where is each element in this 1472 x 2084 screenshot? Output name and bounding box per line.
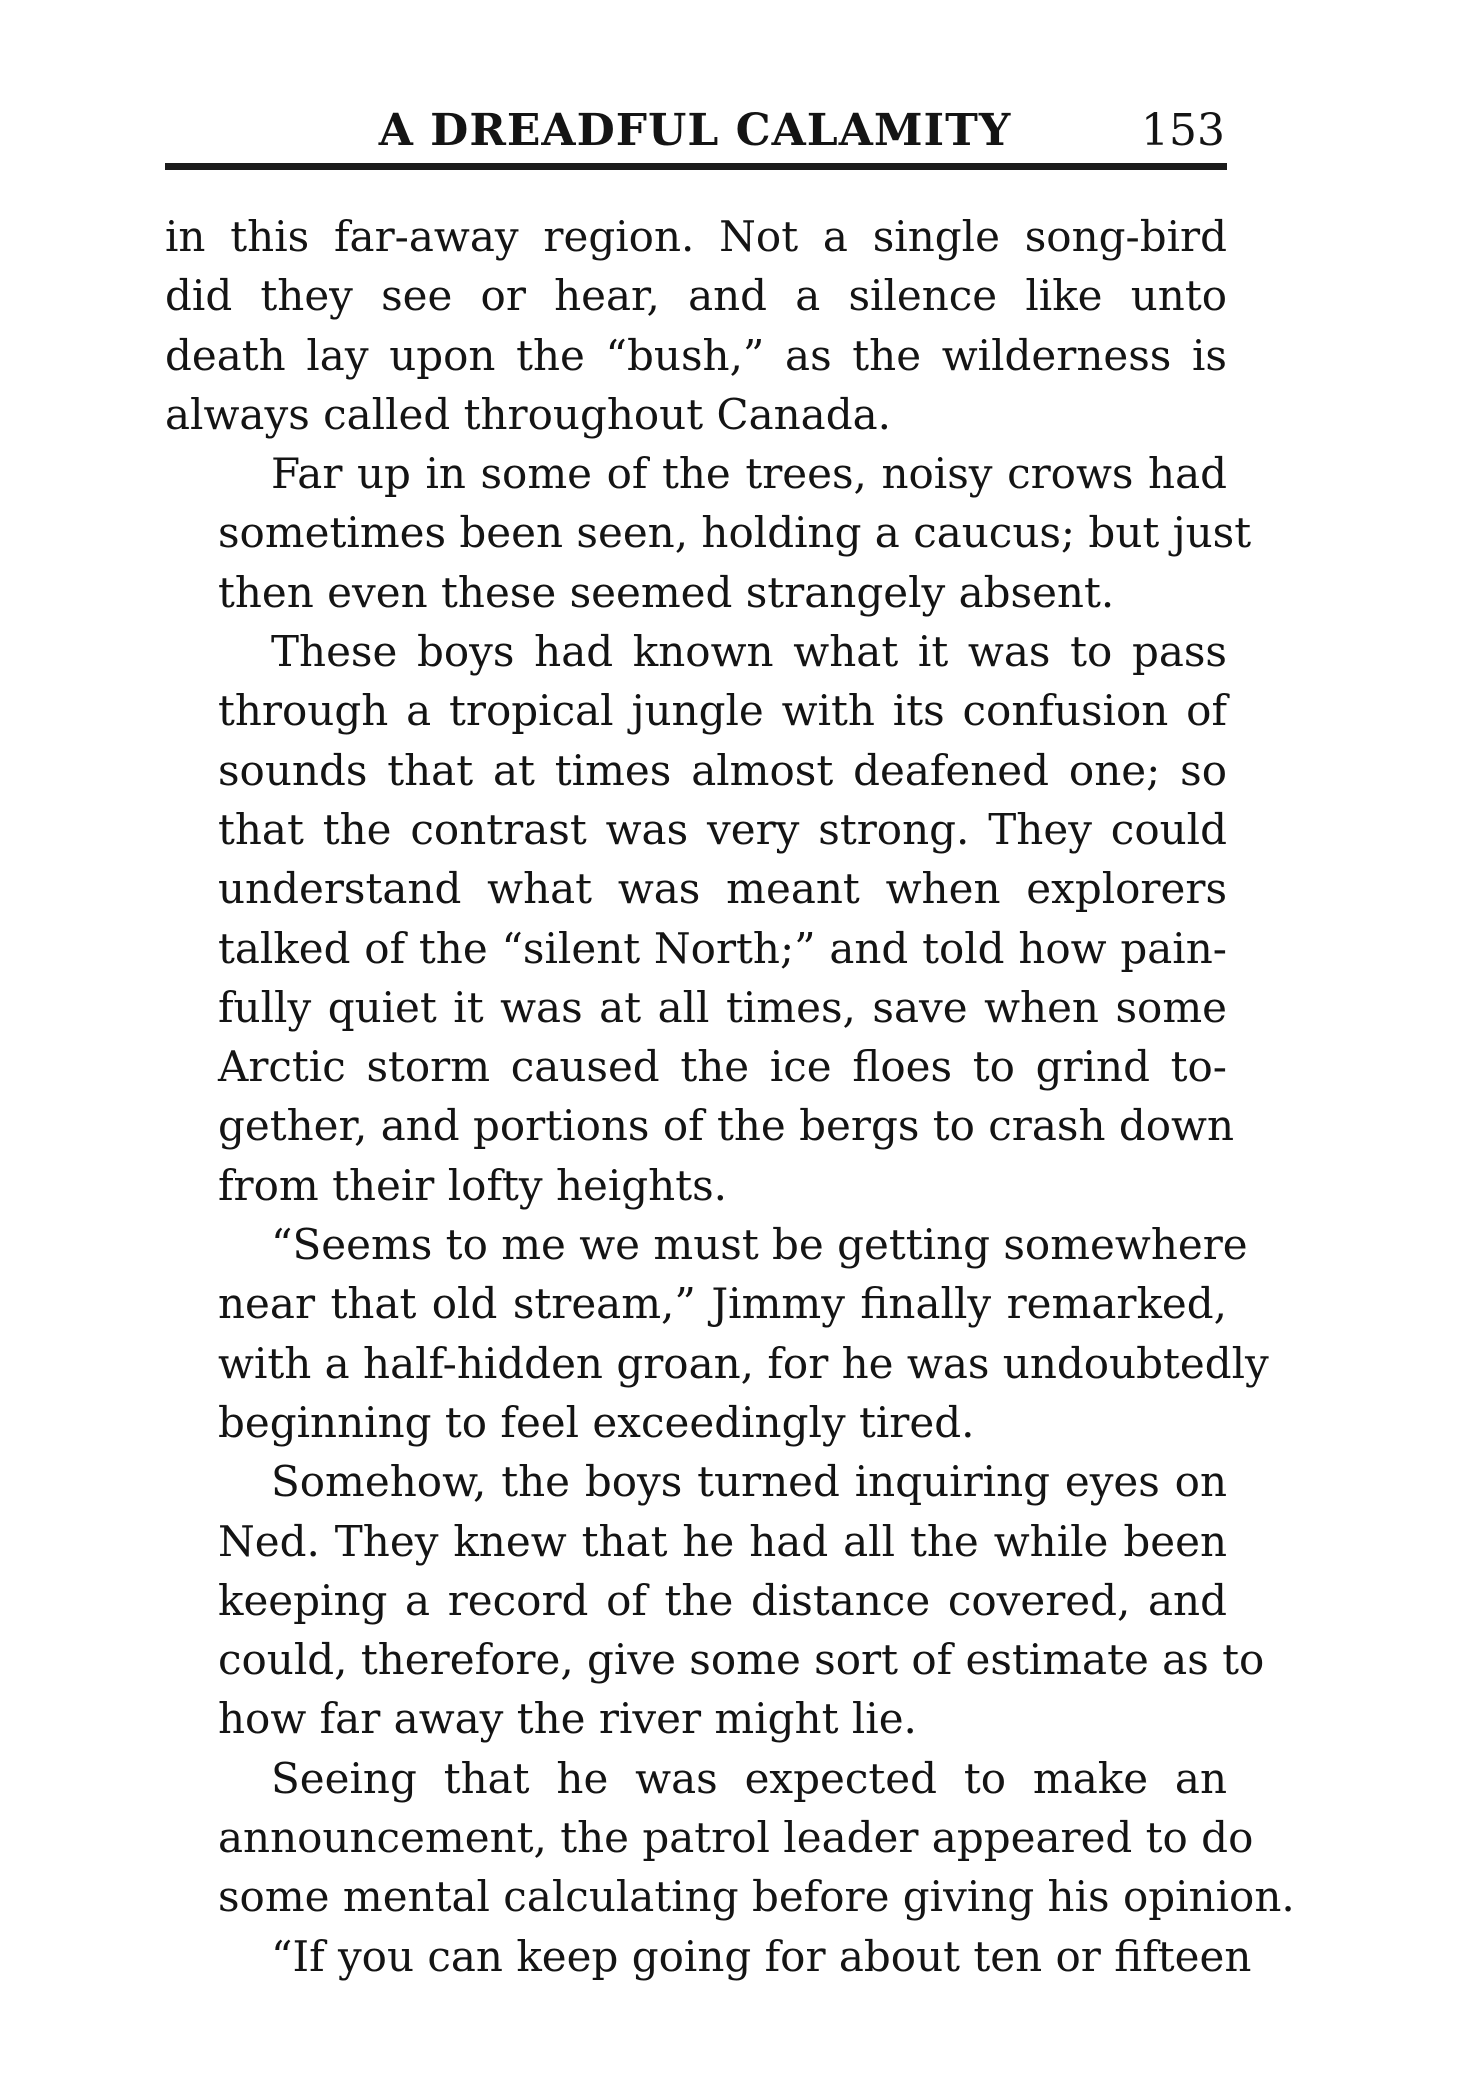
text-line: talked of the “silent North;” and told how pain- xyxy=(218,923,1227,973)
paragraph xyxy=(165,207,1227,444)
text-line: Arctic storm caused the ice floes to grind to- xyxy=(218,1042,1227,1092)
text-line: did they see or hear, and a silence like unto xyxy=(165,271,1227,321)
text-line: “Seems to me we must be getting somewhere xyxy=(271,1220,1248,1270)
text-line: sounds that at times almost deafened one; so xyxy=(218,745,1227,795)
paragraph xyxy=(165,1452,1265,1748)
text-line: Seeing that he was expected to make an xyxy=(271,1753,1227,1803)
text-line: with a half-hidden groan, for he was undoubtedly xyxy=(218,1338,1269,1388)
running-head xyxy=(165,100,1225,162)
text-line: fully quiet it was at all times, save when some xyxy=(218,982,1227,1032)
header-rule xyxy=(165,163,1227,170)
text-line: how far away the river might lie. xyxy=(218,1694,917,1744)
paragraph xyxy=(165,1749,1295,1927)
text-line: These boys had known what it was to pass xyxy=(271,627,1227,677)
text-line: sometimes been seen, holding a caucus; but just xyxy=(218,508,1252,558)
text-line: some mental calculating before giving his opinion. xyxy=(218,1872,1295,1922)
paragraph xyxy=(165,444,1252,622)
text-line: through a tropical jungle with its confusion of xyxy=(218,686,1227,736)
text-line: that the contrast was very strong. They could xyxy=(218,804,1227,854)
text-line: understand what was meant when explorers xyxy=(218,864,1227,914)
text-line: Somehow, the boys turned inquiring eyes on xyxy=(271,1457,1227,1507)
text-line: in this far-away region. Not a single song-bird xyxy=(165,212,1227,261)
text-line: then even these seemed strangely absent. xyxy=(218,567,1115,617)
text-line: could, therefore, give some sort of estimate as to xyxy=(218,1635,1265,1685)
text-line: gether, and portions of the bergs to crash down xyxy=(218,1101,1235,1151)
text-line: Ned. They knew that he had all the while been xyxy=(218,1516,1227,1566)
chapter-title: A DREADFUL CALAMITY xyxy=(378,105,1012,156)
paragraph xyxy=(165,1927,1252,1986)
text-line: beginning to feel exceedingly tired. xyxy=(218,1397,975,1447)
text-line: near that old stream,” Jimmy finally remarked, xyxy=(218,1279,1227,1329)
text-line: “If you can keep going for about ten or fifteen xyxy=(271,1931,1252,1981)
text-line: keeping a record of the distance covered, and xyxy=(218,1575,1227,1625)
text-line: announcement, the patrol leader appeared to do xyxy=(218,1813,1254,1863)
paragraph xyxy=(165,1215,1269,1452)
body-text xyxy=(165,207,1295,1986)
paragraph xyxy=(165,622,1235,1215)
page-number: 153 xyxy=(1141,105,1225,156)
text-line: from their lofty heights. xyxy=(218,1160,728,1210)
text-line: always called throughout Canada. xyxy=(165,389,891,439)
text-line: Far up in some of the trees, noisy crows had xyxy=(271,449,1227,499)
text-line: death lay upon the “bush,” as the wilderness is xyxy=(165,330,1227,380)
